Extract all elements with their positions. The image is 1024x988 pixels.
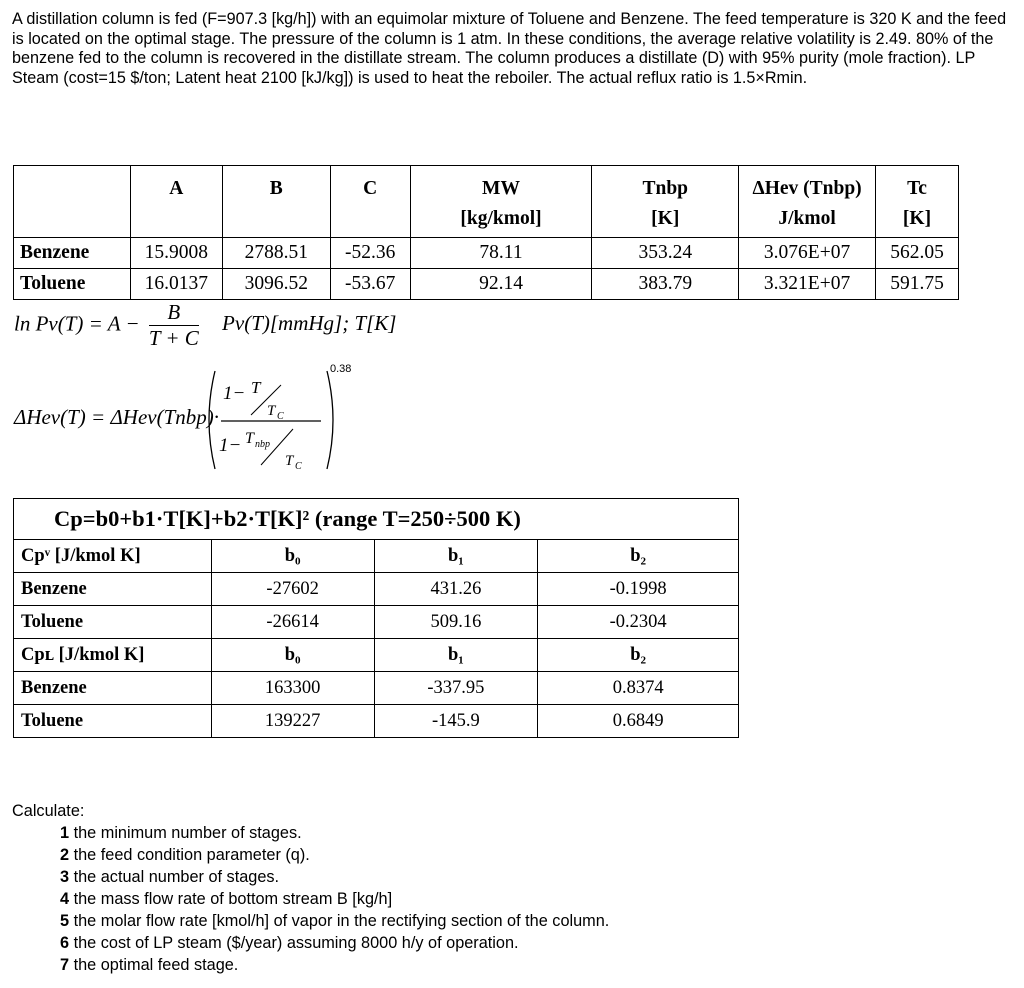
coef-b1: b₁ [374,540,538,573]
cell-b2: 0.6849 [538,705,739,738]
cp-liquid-label: Cpʟ [J/kmol K] [14,639,212,672]
cell-dHev: 3.321E+07 [739,269,876,300]
calculate-section [12,800,609,976]
svg-text:T: T [245,430,254,447]
cp-vapor-label: Cpᵛ [J/kmol K] [14,540,212,573]
list-item: 2 the feed condition parameter (q). [60,846,310,864]
svg-text:1−: 1− [219,435,242,456]
table-row [14,573,739,606]
header-B: B [222,166,330,238]
coef-b0: b₀ [211,639,374,672]
cell-MW: 78.11 [410,238,592,269]
cp-table-title: Cp=b0+b1·T[K]+b2·T[K]² (range T=250÷500 K) [14,499,739,540]
component-properties-table [13,165,959,300]
svg-text:nbp: nbp [255,439,270,450]
cell-b1: -337.95 [374,672,538,705]
calculate-list [60,822,609,976]
header-Tc: Tc [K] [876,166,959,238]
svg-text:T: T [285,453,294,469]
row-name: Benzene [14,672,212,705]
cell-Tc: 562.05 [876,238,959,269]
cell-B: 3096.52 [222,269,330,300]
list-item: 6 the cost of LP steam ($/year) assuming 8000 h/y of operation. [60,934,519,952]
table-row [14,606,739,639]
header-empty [14,166,131,238]
row-name: Benzene [14,573,212,606]
cell-b0: -27602 [211,573,374,606]
row-name: Toluene [14,705,212,738]
antoine-equation: ln Pv(T) = A − $\frac{B}{T + C}$ Pv(T)[mmHg]; T[K] [14,300,397,350]
calculate-heading: Calculate: [12,802,85,820]
table-row [14,238,959,269]
cell-Tc: 591.75 [876,269,959,300]
cell-A: 15.9008 [130,238,222,269]
table-row [14,269,959,300]
cell-b2: -0.1998 [538,573,739,606]
cell-C: -53.67 [330,269,410,300]
heat-capacity-table [13,498,739,738]
svg-text:1−: 1− [223,383,246,404]
cell-MW: 92.14 [410,269,592,300]
row-name: Toluene [14,606,212,639]
cell-C: -52.36 [330,238,410,269]
coef-b0: b₀ [211,540,374,573]
header-C: C [330,166,410,238]
cell-Tnbp: 353.24 [592,238,739,269]
row-name: Benzene [14,238,131,269]
cell-B: 2788.51 [222,238,330,269]
coef-b2: b₂ [538,540,739,573]
list-item: 1 the minimum number of stages. [60,824,302,842]
header-dHev: ΔHev (Tnbp) J/kmol [739,166,876,238]
header-Tnbp: Tnbp [K] [592,166,739,238]
problem-statement: A distillation column is fed (F=907.3 [kg/h]) with an equimolar mixture of Toluene and Benzene. The feed temperature is 320 K and the feed is located on the optimal stage. The pressure of the column is 1 atm. In these conditions, the average relative volatility is 2.49. 80% of the benzene fed to the column is recovered in the distillate stream. The column produces a distillate (D) with 95% purity (mole fraction). LP Steam (cost=15 $/ton; Latent heat 2100 [kJ/kg]) is used to heat the reboiler. The actual reflux ratio is 1.5×Rmin. [12,10,1007,87]
list-item: 7 the optimal feed stage. [60,956,239,974]
list-item: 5 the molar flow rate [kmol/h] of vapor in the rectifying section of the column. [60,912,610,930]
cell-A: 16.0137 [130,269,222,300]
svg-text:C: C [277,411,284,422]
list-item: 3 the actual number of stages. [60,868,280,886]
watson-exponent: 0.38 [330,363,352,375]
svg-text:T: T [267,403,276,419]
table-row [14,705,739,738]
cell-b1: -145.9 [374,705,538,738]
list-item: 4 the mass flow rate of bottom stream B [kg/h] [60,890,393,908]
header-MW: MW [kg/kmol] [410,166,592,238]
cell-dHev: 3.076E+07 [739,238,876,269]
cell-b1: 431.26 [374,573,538,606]
svg-text:C: C [295,461,302,472]
svg-text:T: T [251,378,261,397]
cell-b2: 0.8374 [538,672,739,705]
cell-b0: 163300 [211,672,374,705]
row-name: Toluene [14,269,131,300]
cell-b0: -26614 [211,606,374,639]
header-A: A [130,166,222,238]
cell-b0: 139227 [211,705,374,738]
table-row [14,672,739,705]
cell-Tnbp: 383.79 [592,269,739,300]
watson-bracket-fraction [201,365,341,475]
cell-b1: 509.16 [374,606,538,639]
cell-b2: -0.2304 [538,606,739,639]
coef-b1: b₁ [374,639,538,672]
coef-b2: b₂ [538,639,739,672]
